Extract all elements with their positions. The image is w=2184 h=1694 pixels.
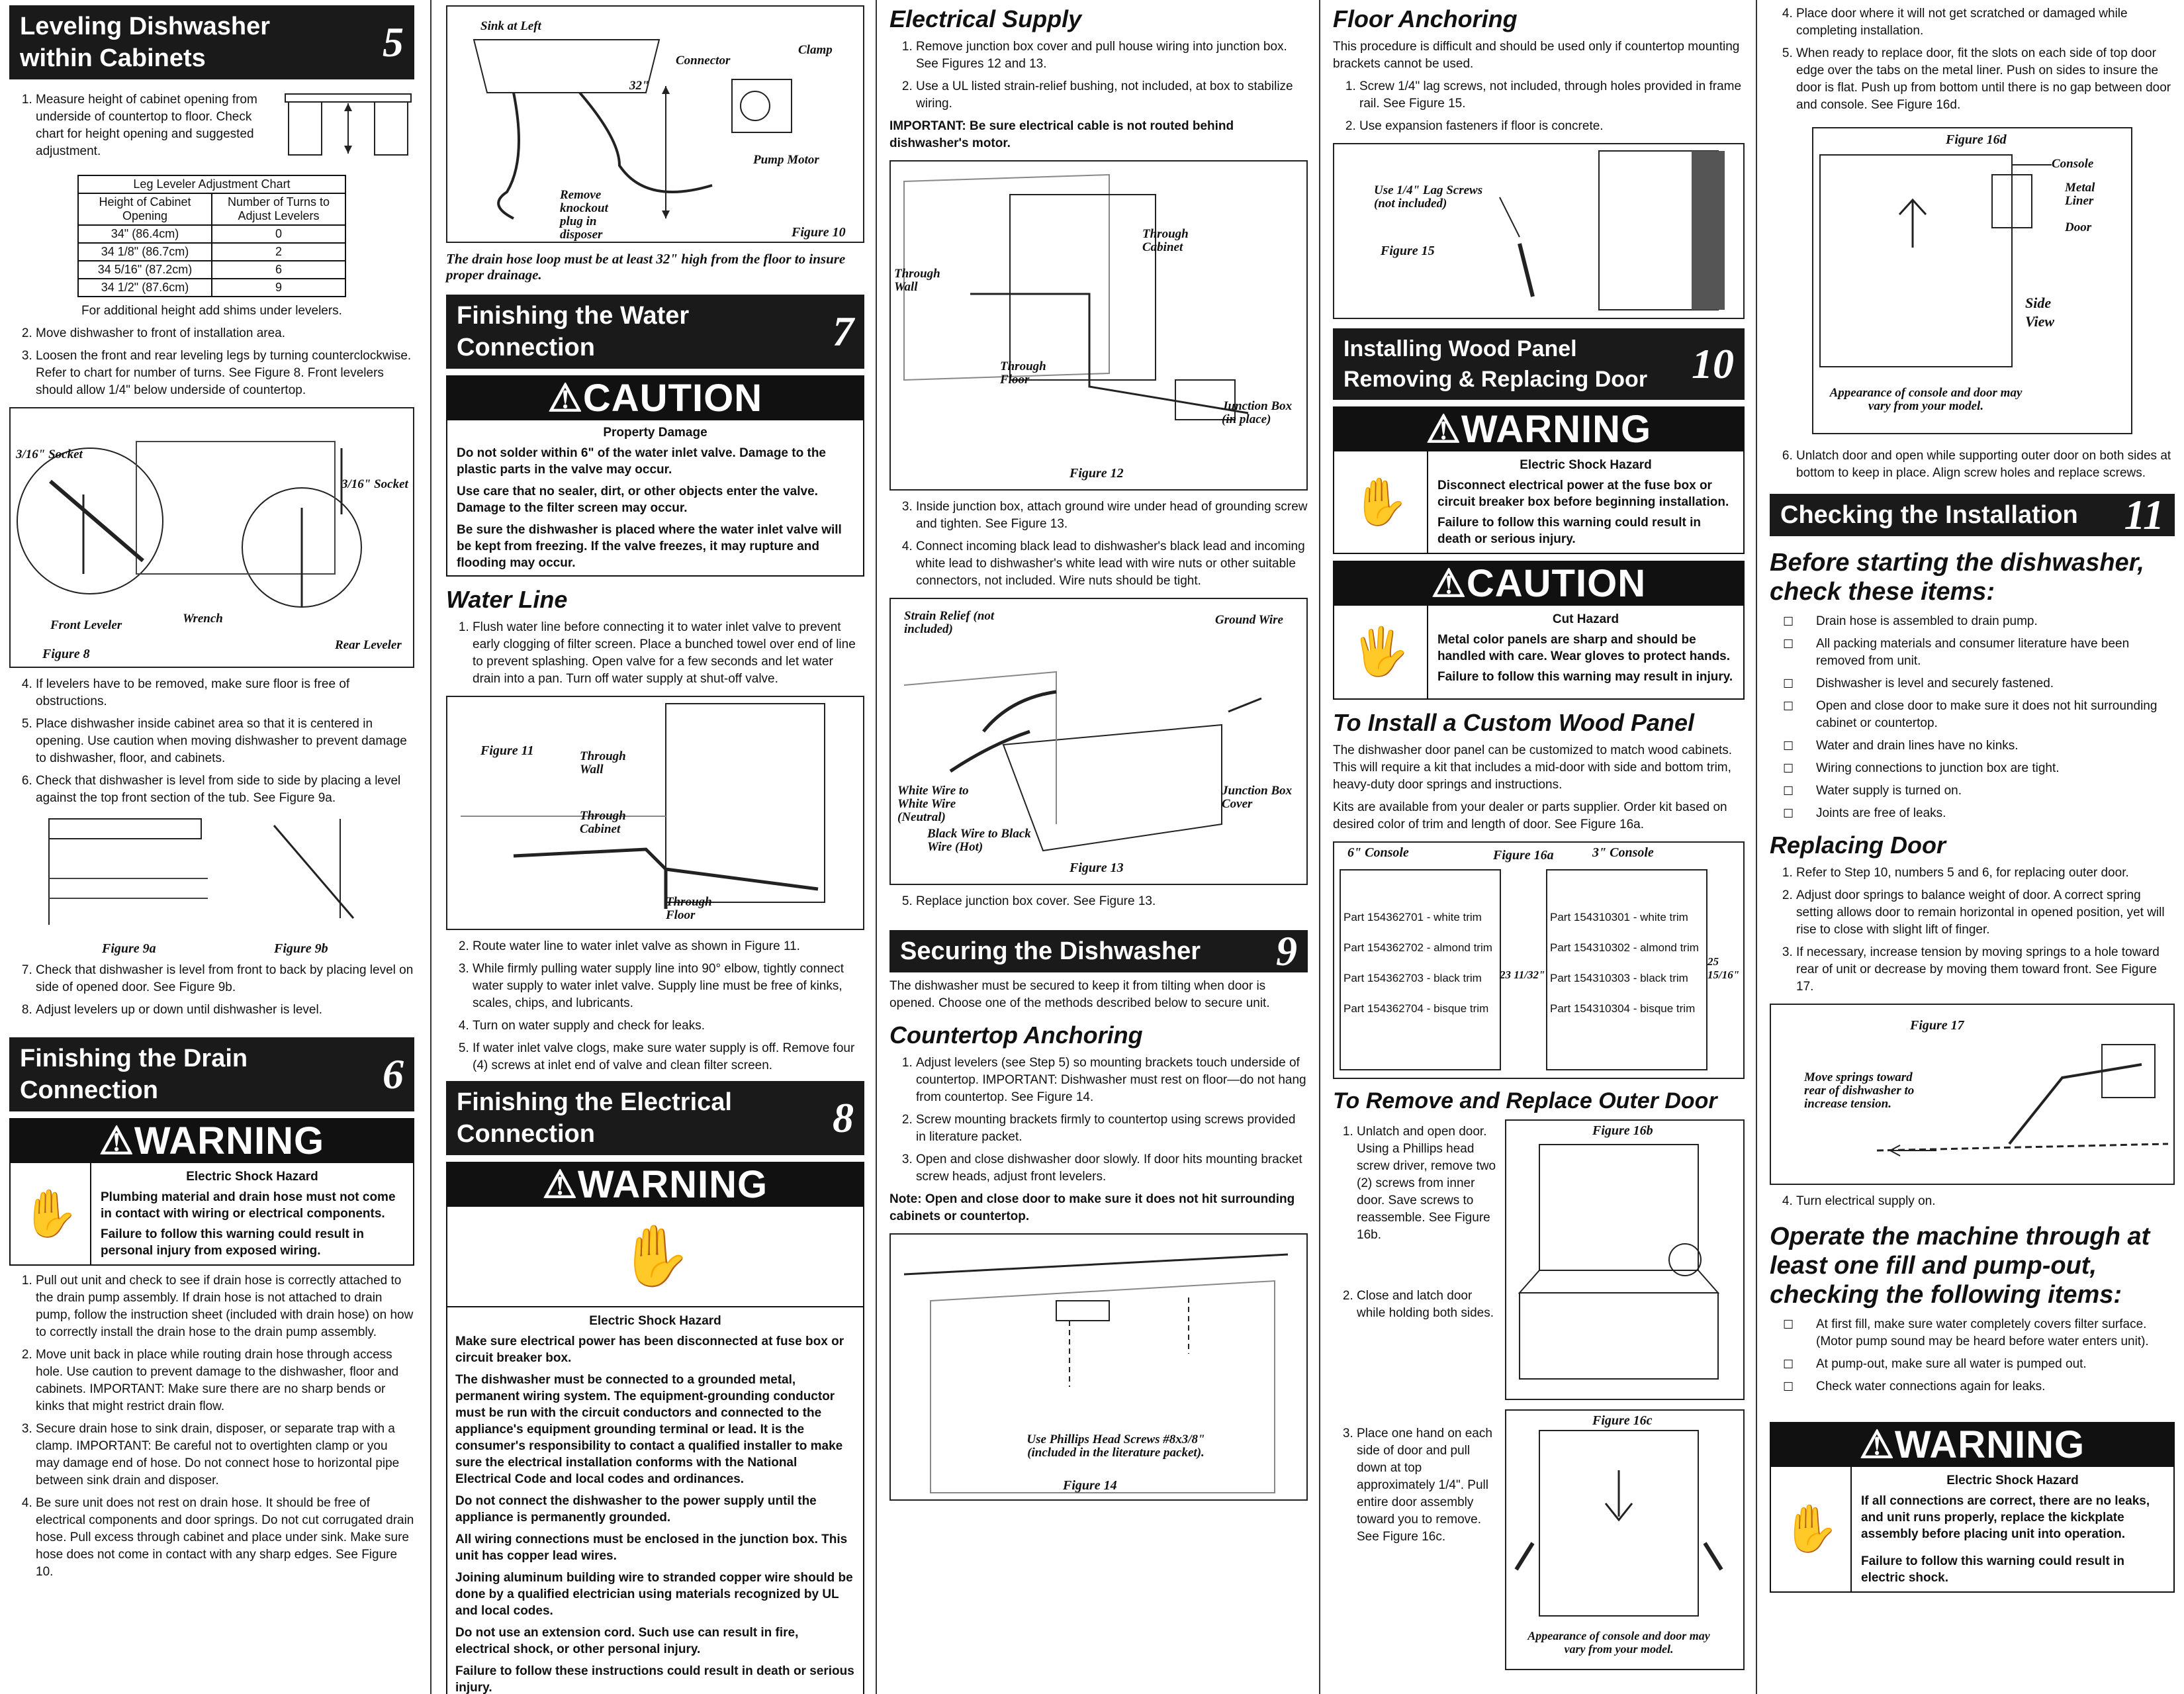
paragraph: The dishwasher door panel can be customized to match wood cabinets. This will require a kit that includes a mid-door with side and bottom trim, heavy-duty door springs and instructions.: [1333, 743, 1733, 792]
dimension-label: 23 11/32": [1500, 968, 1545, 981]
figure-10: [446, 5, 864, 243]
figure-15: [1333, 143, 1745, 319]
section-title: Checking the Installation: [1780, 501, 2078, 529]
caution-text: Failure to follow this warning may result in injury.: [1437, 670, 1733, 684]
part-number: Part 154310302 - almond trim: [1550, 941, 1699, 954]
chart-cell: 34 1/2" (87.6cm): [78, 279, 212, 297]
figure-9: [9, 812, 414, 958]
subsection-title: Replacing Door: [1770, 831, 1946, 859]
chart-cell: 34 5/16" (87.2cm): [78, 261, 212, 279]
warning-text: Failure to follow this warning could result in electric shock.: [1861, 1554, 2124, 1585]
warning-triangle-icon: ⚠: [547, 377, 583, 420]
step-text: 1. Pull out unit and check to see if drain hose is correctly attached to the drain pump assembly. If drain hose is not attached to drain pump, follow the instruction sheet (included with drain hose) on how to correctly install the drain hose to the drain pump assembly.: [36, 1272, 414, 1341]
section-number: 10: [1692, 340, 1734, 387]
subsection-title: Operate the machine through at least one fill and pump-out, checking the following items:: [1770, 1223, 2150, 1309]
warning-text: Joining aluminum building wire to stranded copper wire should be done by a qualified electrician using materials recognized by UL and local codes.: [455, 1571, 853, 1618]
warning-box: [1770, 1422, 2175, 1593]
section-title: Finishing the Water Connection: [457, 302, 690, 361]
checklist-item: ☐ Dishwasher is level and securely fastened.: [1816, 675, 2175, 692]
figure-caption: Figure 10: [792, 225, 846, 240]
caution-text: Metal color panels are sharp and should be handled with care. Wear gloves to protect hands.: [1437, 633, 1731, 663]
figure-caption: Figure 16b: [1592, 1123, 1653, 1138]
figure-16d: [1812, 127, 2132, 434]
warning-box: [9, 1118, 414, 1266]
warning-text: Disconnect electrical power at the fuse box or circuit breaker box before beginning installation.: [1437, 479, 1729, 509]
parts-list: [1343, 902, 1492, 1024]
step-text: 2. Use a UL listed strain-relief bushing, not included, at box to stabilize wiring.: [916, 78, 1308, 113]
figure-caption: Figure 13: [1069, 861, 1124, 875]
step-text: 5. Replace junction box cover. See Figure 13.: [916, 893, 1308, 910]
figure-label: Door: [2065, 220, 2092, 234]
column-divider: [1756, 0, 1757, 1694]
step-text: 7. Check that dishwasher is level from front to back by placing level on side of opened door. See Figure 9b.: [36, 962, 414, 996]
glove-hand-icon: 🖐: [1334, 606, 1428, 698]
warning-box: [446, 1162, 864, 1694]
figure-label: 3" Console: [1592, 845, 1654, 860]
figure-note: The drain hose loop must be at least 32" high from the floor to insure proper drainage.: [446, 251, 846, 283]
step-text: 4. Turn electrical supply on.: [1796, 1193, 2175, 1210]
step-text: 8. Adjust levelers up or down until dishwasher is level.: [36, 1002, 414, 1019]
column-divider: [1319, 0, 1320, 1694]
step-text: 2. Close and latch door while holding both sides.: [1357, 1288, 1498, 1420]
step-text: 6. Unlatch door and open while supporting outer door on both sides at bottom to keep in place. Align screw holes and replace screws.: [1796, 447, 2175, 482]
figure-label: Remove knockout plug in disposer: [560, 188, 608, 242]
parts-list: [1550, 902, 1699, 1024]
warning-triangle-icon: ⚠: [1426, 408, 1461, 451]
caution-text: Use care that no sealer, dirt, or other objects enter the valve. Damage to the filter screen may occur.: [457, 485, 818, 515]
section-7-header: [446, 295, 864, 369]
section-8-header: [446, 1081, 864, 1155]
column-1: [0, 0, 424, 1694]
chart-cell: 0: [212, 225, 345, 243]
figure-caption: Figure 16a: [1493, 848, 1554, 863]
step-text: 4. Turn on water supply and check for leaks.: [473, 1017, 864, 1035]
figure-8: [9, 407, 414, 668]
figure-caption: Figure 9b: [274, 941, 328, 956]
step-text: 3. If necessary, increase tension by moving springs to a hole toward rear of unit or decrease by moving them toward front. See Figure 17.: [1796, 944, 2175, 996]
section-title: Installing Wood Panel Removing & Replacing Door: [1343, 336, 1648, 392]
section-number: 6: [383, 1051, 404, 1098]
figure-label: 3/16" Socket: [341, 477, 408, 491]
figure-label: Through Cabinet: [1142, 227, 1189, 254]
cabinet-illustration: [282, 87, 414, 160]
figure-label: Use Phillips Head Screws #8x3/8" (included in the literature packet).: [1026, 1433, 1205, 1460]
step-text: 1. Refer to Step 10, numbers 5 and 6, for replacing outer door.: [1796, 865, 2175, 882]
chart-cell: 2: [212, 243, 345, 261]
figure-note: Appearance of console and door may vary from your model.: [1527, 1629, 1710, 1656]
step-text: 5. Place dishwasher inside cabinet area so that it is centered in opening. Use caution when moving dishwasher to prevent damage to dishwasher, floor, and cabinets.: [36, 716, 414, 767]
figure-label: Console: [2052, 157, 2094, 171]
warning-triangle-icon: ⚠: [1431, 562, 1467, 605]
warning-text: Failure to follow this warning could result in death or serious injury.: [1437, 516, 1701, 546]
step-text: 2. Move unit back in place while routing drain hose through access hole. Use caution to prevent damage to the dishwasher, floor and cabinets. IMPORTANT: Make sure there are no sharp bends or kinks that might restrict drain flow.: [36, 1346, 414, 1415]
figure-17: [1770, 1004, 2175, 1185]
figure-caption: Figure 9a: [102, 941, 156, 956]
warning-text: Plumbing material and drain hose must not come in contact with wiring or electrical components.: [101, 1190, 396, 1221]
figure-caption: Figure 16d: [1946, 132, 2007, 147]
electric-hand-icon: ✋: [1771, 1467, 1852, 1591]
step-text: 3. Secure drain hose to sink drain, disposer, or separate trap with a clamp. IMPORTANT: Be careful not to overtighten clamp or you may damage end of hose. Do not connect hose to horizontal pipe between sink drain and disposer.: [36, 1421, 414, 1489]
figure-11: [446, 696, 864, 930]
figure-label: Wrench: [183, 612, 223, 626]
warning-text: Failure to follow these instructions could result in death or serious injury.: [455, 1664, 854, 1694]
figure-label: Black Wire to Black Wire (Hot): [927, 827, 1031, 854]
figure-13: [889, 598, 1308, 885]
paragraph: Kits are available from your dealer or parts supplier. Order kit based on desired color of trim and length of door. See Figure 16a.: [1333, 800, 1727, 831]
hazard-label: Electric Shock Hazard: [1946, 1474, 2079, 1487]
section-title: Finishing the Electrical Connection: [457, 1088, 732, 1148]
part-number: Part 154362704 - bisque trim: [1343, 1002, 1489, 1015]
caution-box: [1333, 561, 1745, 700]
column-2: [437, 0, 874, 1694]
section-number: 8: [833, 1094, 854, 1141]
caution-text: Do not solder within 6" of the water inlet valve. Damage to the plastic parts in the valve may occur.: [457, 446, 826, 477]
step-text: 3. Inside junction box, attach ground wire under head of grounding screw and tighten. See Figure 13.: [916, 498, 1308, 533]
column-divider: [876, 0, 877, 1694]
section-9-header: [889, 927, 1308, 974]
figure-label: Front Leveler: [50, 618, 122, 632]
figure-caption: Figure 16c: [1592, 1413, 1653, 1428]
section-5-header: [9, 5, 414, 79]
figure-note: Appearance of console and door may vary from your model.: [1829, 386, 2023, 413]
warning-triangle-icon: ⚠: [542, 1163, 578, 1206]
caution-title: CAUTION: [582, 377, 763, 420]
leg-leveler-chart: [77, 175, 346, 297]
figure-label: 3/16" Socket: [16, 447, 83, 461]
step-text: 2. Adjust door springs to balance weight of door. A correct spring setting allows door to remain horizontal in opened position, yet will rise to close with slight lift of finger.: [1796, 887, 2175, 939]
warning-text: If all connections are correct, there are no leaks, and unit runs properly, replace the kickplate assembly before placing unit into operation.: [1861, 1494, 2150, 1541]
figure-label: Clamp: [798, 43, 833, 57]
figure-caption: Figure 8: [42, 647, 90, 661]
section-number: 7: [833, 308, 854, 355]
step-text: 4. Connect incoming black lead to dishwasher's black lead and incoming white lead to dishwasher's white lead with wire nuts or other suitable connectors, not included. Wire nuts should be tight.: [916, 538, 1308, 590]
subsection-title: Water Line: [446, 586, 568, 613]
warning-box: [1333, 406, 1745, 554]
figure-label: Pump Motor: [753, 153, 819, 167]
section-number: 9: [1276, 927, 1297, 974]
figure-label: Junction Box (in place): [1222, 399, 1293, 426]
figure-caption: Figure 12: [1069, 466, 1124, 481]
warning-text: Make sure electrical power has been disconnected at fuse box or circuit breaker box.: [455, 1335, 844, 1365]
checklist-item: ☐ At pump-out, make sure all water is pumped out.: [1816, 1356, 2175, 1373]
figure-label: Through Floor: [1000, 359, 1046, 387]
subsection-title: To Remove and Replace Outer Door: [1333, 1088, 1717, 1113]
warning-title: WARNING: [1894, 1423, 2085, 1466]
subsection-title: Floor Anchoring: [1333, 5, 1518, 32]
hazard-label: Cut Hazard: [1552, 612, 1619, 626]
hazard-label: Electric Shock Hazard: [186, 1170, 318, 1184]
figure-label: Through Floor: [666, 895, 712, 922]
checklist-item: ☐ All packing materials and consumer literature have been removed from unit.: [1816, 635, 2175, 670]
step-text: 4. If levelers have to be removed, make sure floor is free of obstructions.: [36, 676, 414, 710]
subsection-title: Electrical Supply: [889, 5, 1082, 32]
figure-label: Ground Wire: [1215, 613, 1283, 627]
part-number: Part 154362703 - black trim: [1343, 972, 1482, 984]
section-title: Leveling Dishwasher within Cabinets: [20, 13, 271, 72]
warning-text: Do not connect the dishwasher to the power supply until the appliance is permanently grounded.: [455, 1494, 817, 1525]
figure-label: Metal Liner: [2065, 181, 2095, 208]
section-6-header: [9, 1037, 414, 1111]
section-number: 5: [383, 19, 404, 66]
figure-label: 32": [629, 79, 649, 93]
figure-caption: Figure 11: [480, 743, 534, 758]
checklist: [1770, 1316, 2175, 1395]
figure-label: Move springs toward rear of dishwasher to increase tension.: [1804, 1070, 1915, 1111]
figure-label: Through Wall: [580, 749, 626, 776]
warning-title: WARNING: [134, 1119, 325, 1162]
subsection-title: Before starting the dishwasher, check these items:: [1770, 549, 2144, 606]
figure-caption: Figure 15: [1381, 244, 1435, 258]
checklist-item: ☐ Open and close door to make sure it does not hit surrounding cabinet or countertop.: [1816, 698, 2175, 732]
step-text: 2. Screw mounting brackets firmly to countertop using screws provided in literature packet.: [916, 1111, 1308, 1146]
figure-16b: [1505, 1119, 1745, 1400]
warning-text: Do not use an extension cord. Such use can result in fire, electrical shock, or other personal injury.: [455, 1626, 799, 1656]
subsection-title: Countertop Anchoring: [889, 1021, 1143, 1049]
column-4: [1324, 0, 1754, 1694]
figure-label: Through Wall: [894, 267, 940, 294]
checklist-item: ☐ Check water connections again for leaks.: [1816, 1378, 2175, 1395]
checklist-item: ☐ Wiring connections to junction box are tight.: [1816, 760, 2175, 777]
part-number: Part 154362701 - white trim: [1343, 911, 1482, 923]
electric-hand-icon: ✋: [447, 1207, 863, 1307]
hazard-label: Electric Shock Hazard: [589, 1314, 721, 1328]
section-number: 11: [2124, 491, 2164, 538]
electric-hand-icon: ✋: [11, 1163, 91, 1264]
step-text: 2. Use expansion fasteners if floor is concrete.: [1359, 118, 1745, 135]
checklist-item: ☐ At first fill, make sure water completely covers filter surface. (Motor pump sound may be heard before water enters unit).: [1816, 1316, 2175, 1350]
caution-box: [446, 375, 864, 577]
checklist-item: ☐ Joints are free of leaks.: [1816, 805, 2175, 822]
warning-text: All wiring connections must be enclosed in the junction box. This unit has copper lead wires.: [455, 1532, 848, 1563]
column-5: [1760, 0, 2184, 1694]
warning-triangle-icon: ⚠: [99, 1119, 134, 1162]
figure-label: 6" Console: [1347, 845, 1409, 860]
step-text: 2. Route water line to water inlet valve as shown in Figure 11.: [473, 938, 864, 955]
chart-cell: 6: [212, 261, 345, 279]
figure-label: Side View: [2025, 295, 2055, 330]
section-title: Finishing the Drain Connection: [20, 1045, 248, 1104]
warning-text: The dishwasher must be connected to a grounded metal, permanent wiring system. The equipment-grounding conductor must be run with the circuit conductors and connected to the appliance's equipment grounding terminal or lead. It is the consumer's responsibility to contact a qualified installer to make sure the electrical installation conforms with the National Electrical Code and local codes and ordinances.: [455, 1373, 843, 1486]
step-text: 3. Open and close dishwasher door slowly. If door hits mounting bracket screw heads, adjust front levelers.: [916, 1151, 1308, 1186]
step-text: 2. Move dishwasher to front of installation area.: [36, 325, 414, 342]
figure-16c: [1505, 1409, 1745, 1670]
figure-label: Through Cabinet: [580, 809, 626, 836]
figure-caption: Figure 17: [1910, 1018, 1964, 1033]
section-10-header: [1333, 328, 1745, 400]
figure-16a: [1333, 841, 1745, 1079]
section-intro: The dishwasher must be secured to keep it from tilting when door is opened. Choose one of the methods described below to secure unit.: [889, 979, 1270, 1010]
figure-label: Rear Leveler: [335, 638, 402, 652]
warning-text: Failure to follow this warning could result in personal injury from exposed wiring.: [101, 1227, 364, 1258]
step-text: 1. Screw 1/4" lag screws, not included, through holes provided in frame rail. See Figure 15.: [1359, 78, 1745, 113]
checklist-item: ☐ Drain hose is assembled to drain pump.: [1816, 613, 2175, 630]
checklist: [1770, 613, 2175, 822]
step-text: 1. Measure height of cabinet opening from underside of countertop to floor. Check chart for height opening and suggested adjustment.: [36, 91, 282, 160]
step-text: 4. Be sure unit does not rest on drain hose. It should be free of electrical components and door springs. Do not cut corrugated drain hose. Pull excess through cabinet and place under sink. Make sure hose does not come in contact with any sharp edges. See Figure 10.: [36, 1495, 414, 1581]
caution-title: CAUTION: [1466, 562, 1647, 605]
note-text: Note: Open and close door to make sure it does not hit surrounding cabinets or countertop.: [889, 1192, 1295, 1223]
warning-title: WARNING: [577, 1163, 768, 1206]
important-note: IMPORTANT: Be sure electrical cable is not routed behind dishwasher's motor.: [889, 119, 1234, 150]
electric-hand-icon: ✋: [1334, 451, 1428, 553]
warning-title: WARNING: [1461, 408, 1652, 451]
step-text: 5. When ready to replace door, fit the slots on each side of top door edge over the tabs on the metal liner. Push on sides to insure the door is flat. Push up from bottom until there is no gap between door and console. See Figure 16d.: [1796, 45, 2175, 114]
dimension-label: 25 15/16": [1707, 955, 1740, 981]
step-text: 1. Unlatch and open door. Using a Phillips head screw driver, remove two (2) screws from inner door. Save screws to reassemble. See Figure 16b.: [1357, 1123, 1498, 1282]
step-text: 3. Place one hand on each side of door and pull down at top approximately 1/4". Pull entire door assembly toward you to remove. See Figure 16c.: [1357, 1425, 1498, 1546]
part-number: Part 154310301 - white trim: [1550, 911, 1688, 923]
hazard-label: Property Damage: [603, 426, 707, 440]
step-text: 1. Flush water line before connecting it to water inlet valve to prevent early clogging of filter screen. Place a bunched towel over end of line to prevent splashing. Open valve for a few seconds and let water drain into a pan. Turn off water supply at shut-off valve.: [473, 619, 864, 688]
step-text: 6. Check that dishwasher is level from side to side by placing a level against the top front section of the tub. See Figure 9a.: [36, 773, 414, 807]
step-text: 4. Place door where it will not get scratched or damaged while completing installation.: [1796, 5, 2175, 40]
chart-header: Number of Turns to Adjust Levelers: [212, 193, 345, 225]
step-text: 1. Remove junction box cover and pull house wiring into junction box. See Figures 12 and 13.: [916, 38, 1308, 73]
caution-text: Be sure the dishwasher is placed where the water inlet valve will be kept from freezing. If the valve freezes, it may rupture and flooding may occur.: [457, 523, 842, 570]
figure-label: White Wire to White Wire (Neutral): [897, 784, 969, 824]
section-intro: This procedure is difficult and should be used only if countertop mounting brackets cannot be used.: [1333, 40, 1740, 71]
figure-12: [889, 160, 1308, 491]
figure-label: Strain Relief (not included): [904, 609, 995, 636]
chart-cell: 9: [212, 279, 345, 297]
chart-cell: 34" (86.4cm): [78, 225, 212, 243]
figure-label: Use 1/4" Lag Screws (not included): [1374, 183, 1483, 211]
chart-note: For additional height add shims under levelers.: [81, 304, 342, 318]
chart-header: Height of Cabinet Opening: [78, 193, 212, 225]
section-title: Securing the Dishwasher: [900, 937, 1201, 965]
part-number: Part 154310304 - bisque trim: [1550, 1002, 1696, 1015]
hazard-label: Electric Shock Hazard: [1520, 458, 1652, 472]
section-11-header: [1770, 491, 2175, 538]
column-3: [880, 0, 1317, 1694]
step-text: 1. Adjust levelers (see Step 5) so mounting brackets touch underside of countertop. IMPORTANT: Dishwasher must rest on floor—do not hang from countertop. See Figure 14.: [916, 1055, 1308, 1106]
figure-caption: Figure 14: [1063, 1478, 1117, 1493]
figure-label: Connector: [676, 54, 731, 68]
step-text: 3. Loosen the front and rear leveling legs by turning counterclockwise. Refer to chart for number of turns. See Figure 8. Front levelers should allow 1/4" below underside of countertop.: [36, 348, 414, 399]
figure-label: Sink at Left: [480, 19, 541, 33]
column-divider: [430, 0, 432, 1694]
warning-triangle-icon: ⚠: [1859, 1423, 1895, 1466]
figure-label: Junction Box Cover: [1222, 784, 1293, 811]
figure-14: [889, 1233, 1308, 1501]
part-number: Part 154310303 - black trim: [1550, 972, 1688, 984]
part-number: Part 154362702 - almond trim: [1343, 941, 1492, 954]
chart-title: Leg Leveler Adjustment Chart: [78, 175, 345, 193]
checklist-item: ☐ Water and drain lines have no kinks.: [1816, 737, 2175, 755]
step-text: 3. While firmly pulling water supply line into 90° elbow, tightly connect water supply to water inlet valve. Supply line must be free of kinks, scales, chips, and lubricants.: [473, 961, 864, 1012]
subsection-title: To Install a Custom Wood Panel: [1333, 709, 1695, 736]
step-text: 5. If water inlet valve clogs, make sure water supply is off. Remove four (4) screws at inlet end of valve and clean filter screen.: [473, 1040, 864, 1074]
chart-cell: 34 1/8" (86.7cm): [78, 243, 212, 261]
checklist-item: ☐ Water supply is turned on.: [1816, 782, 2175, 800]
